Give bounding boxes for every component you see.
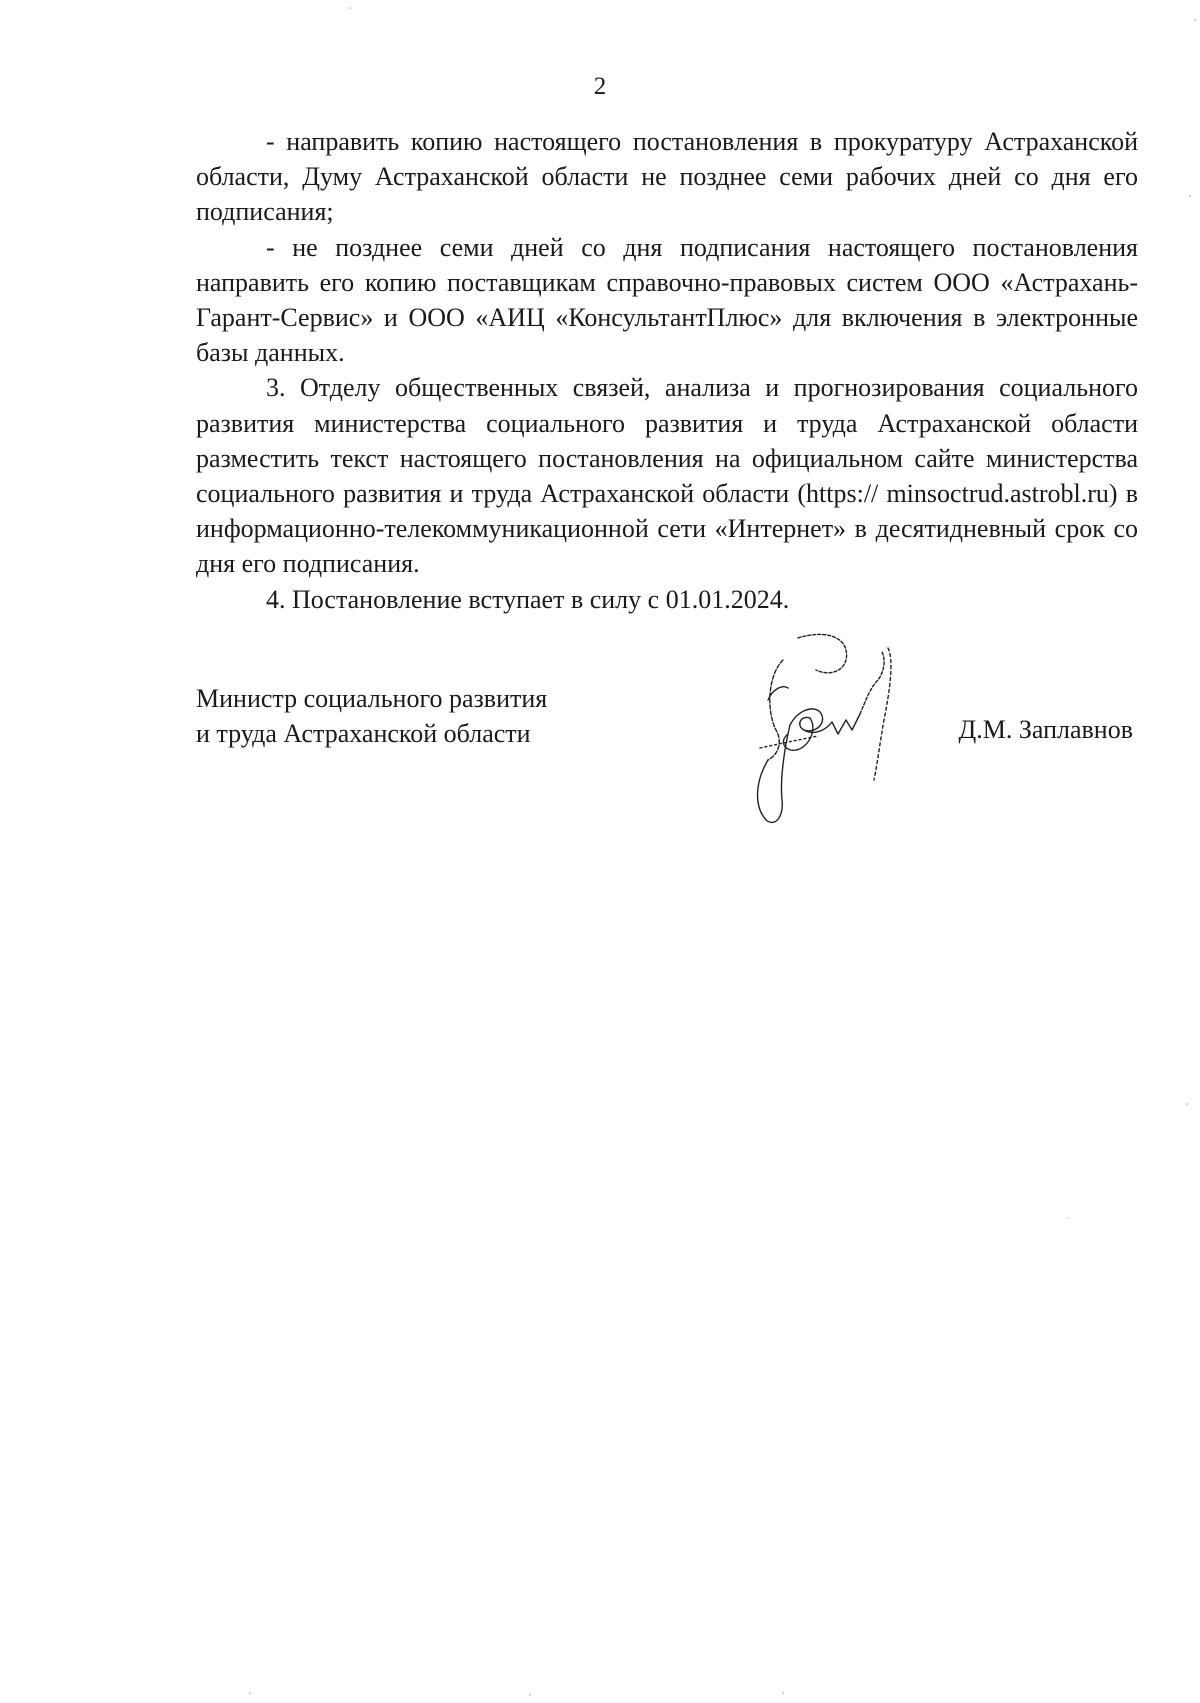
signatory-position-line-2: и труда Астраханской области <box>196 719 531 748</box>
paragraph-item-3-publish: 3. Отделу общественных связей, анализа и прогнозирования социального развития министерства социального развития и труда Астраханской области разместить текст настоящего постановления на официальном сайте министерства социального развития и труда Астраханской области (https:// minsoctrud.astrobl.ru) в информационно-телекоммуникационной сети «Интернет» в десятидневный срок со дня его подписания. <box>196 373 1138 579</box>
handwritten-signature <box>738 630 918 830</box>
page-number: 2 <box>593 73 607 100</box>
signatory-position <box>196 681 547 751</box>
document-body <box>196 124 1138 617</box>
signatory-position-line-1: Министр социального развития <box>196 684 548 713</box>
paragraph-send-copy-legal-systems: - не позднее семи дней со дня подписания настоящего постановления направить его копию поставщикам справочно-правовых систем ООО «Астрахань-Гарант-Сервис» и ООО «АИЦ «КонсультантПлюс» для включения в электронные базы данных. <box>196 232 1138 368</box>
paragraph-send-copy-prosecutor: - направить копию настоящего постановления в прокуратуру Астраханской области, Думу Астраханской области не позднее семи рабочих дней со дня его подписания; <box>196 127 1138 227</box>
paragraph-item-4-effective-date: 4. Постановление вступает в силу с 01.01.2024. <box>266 584 790 614</box>
signatory-name: Д.М. Заплавнов <box>958 715 1133 744</box>
